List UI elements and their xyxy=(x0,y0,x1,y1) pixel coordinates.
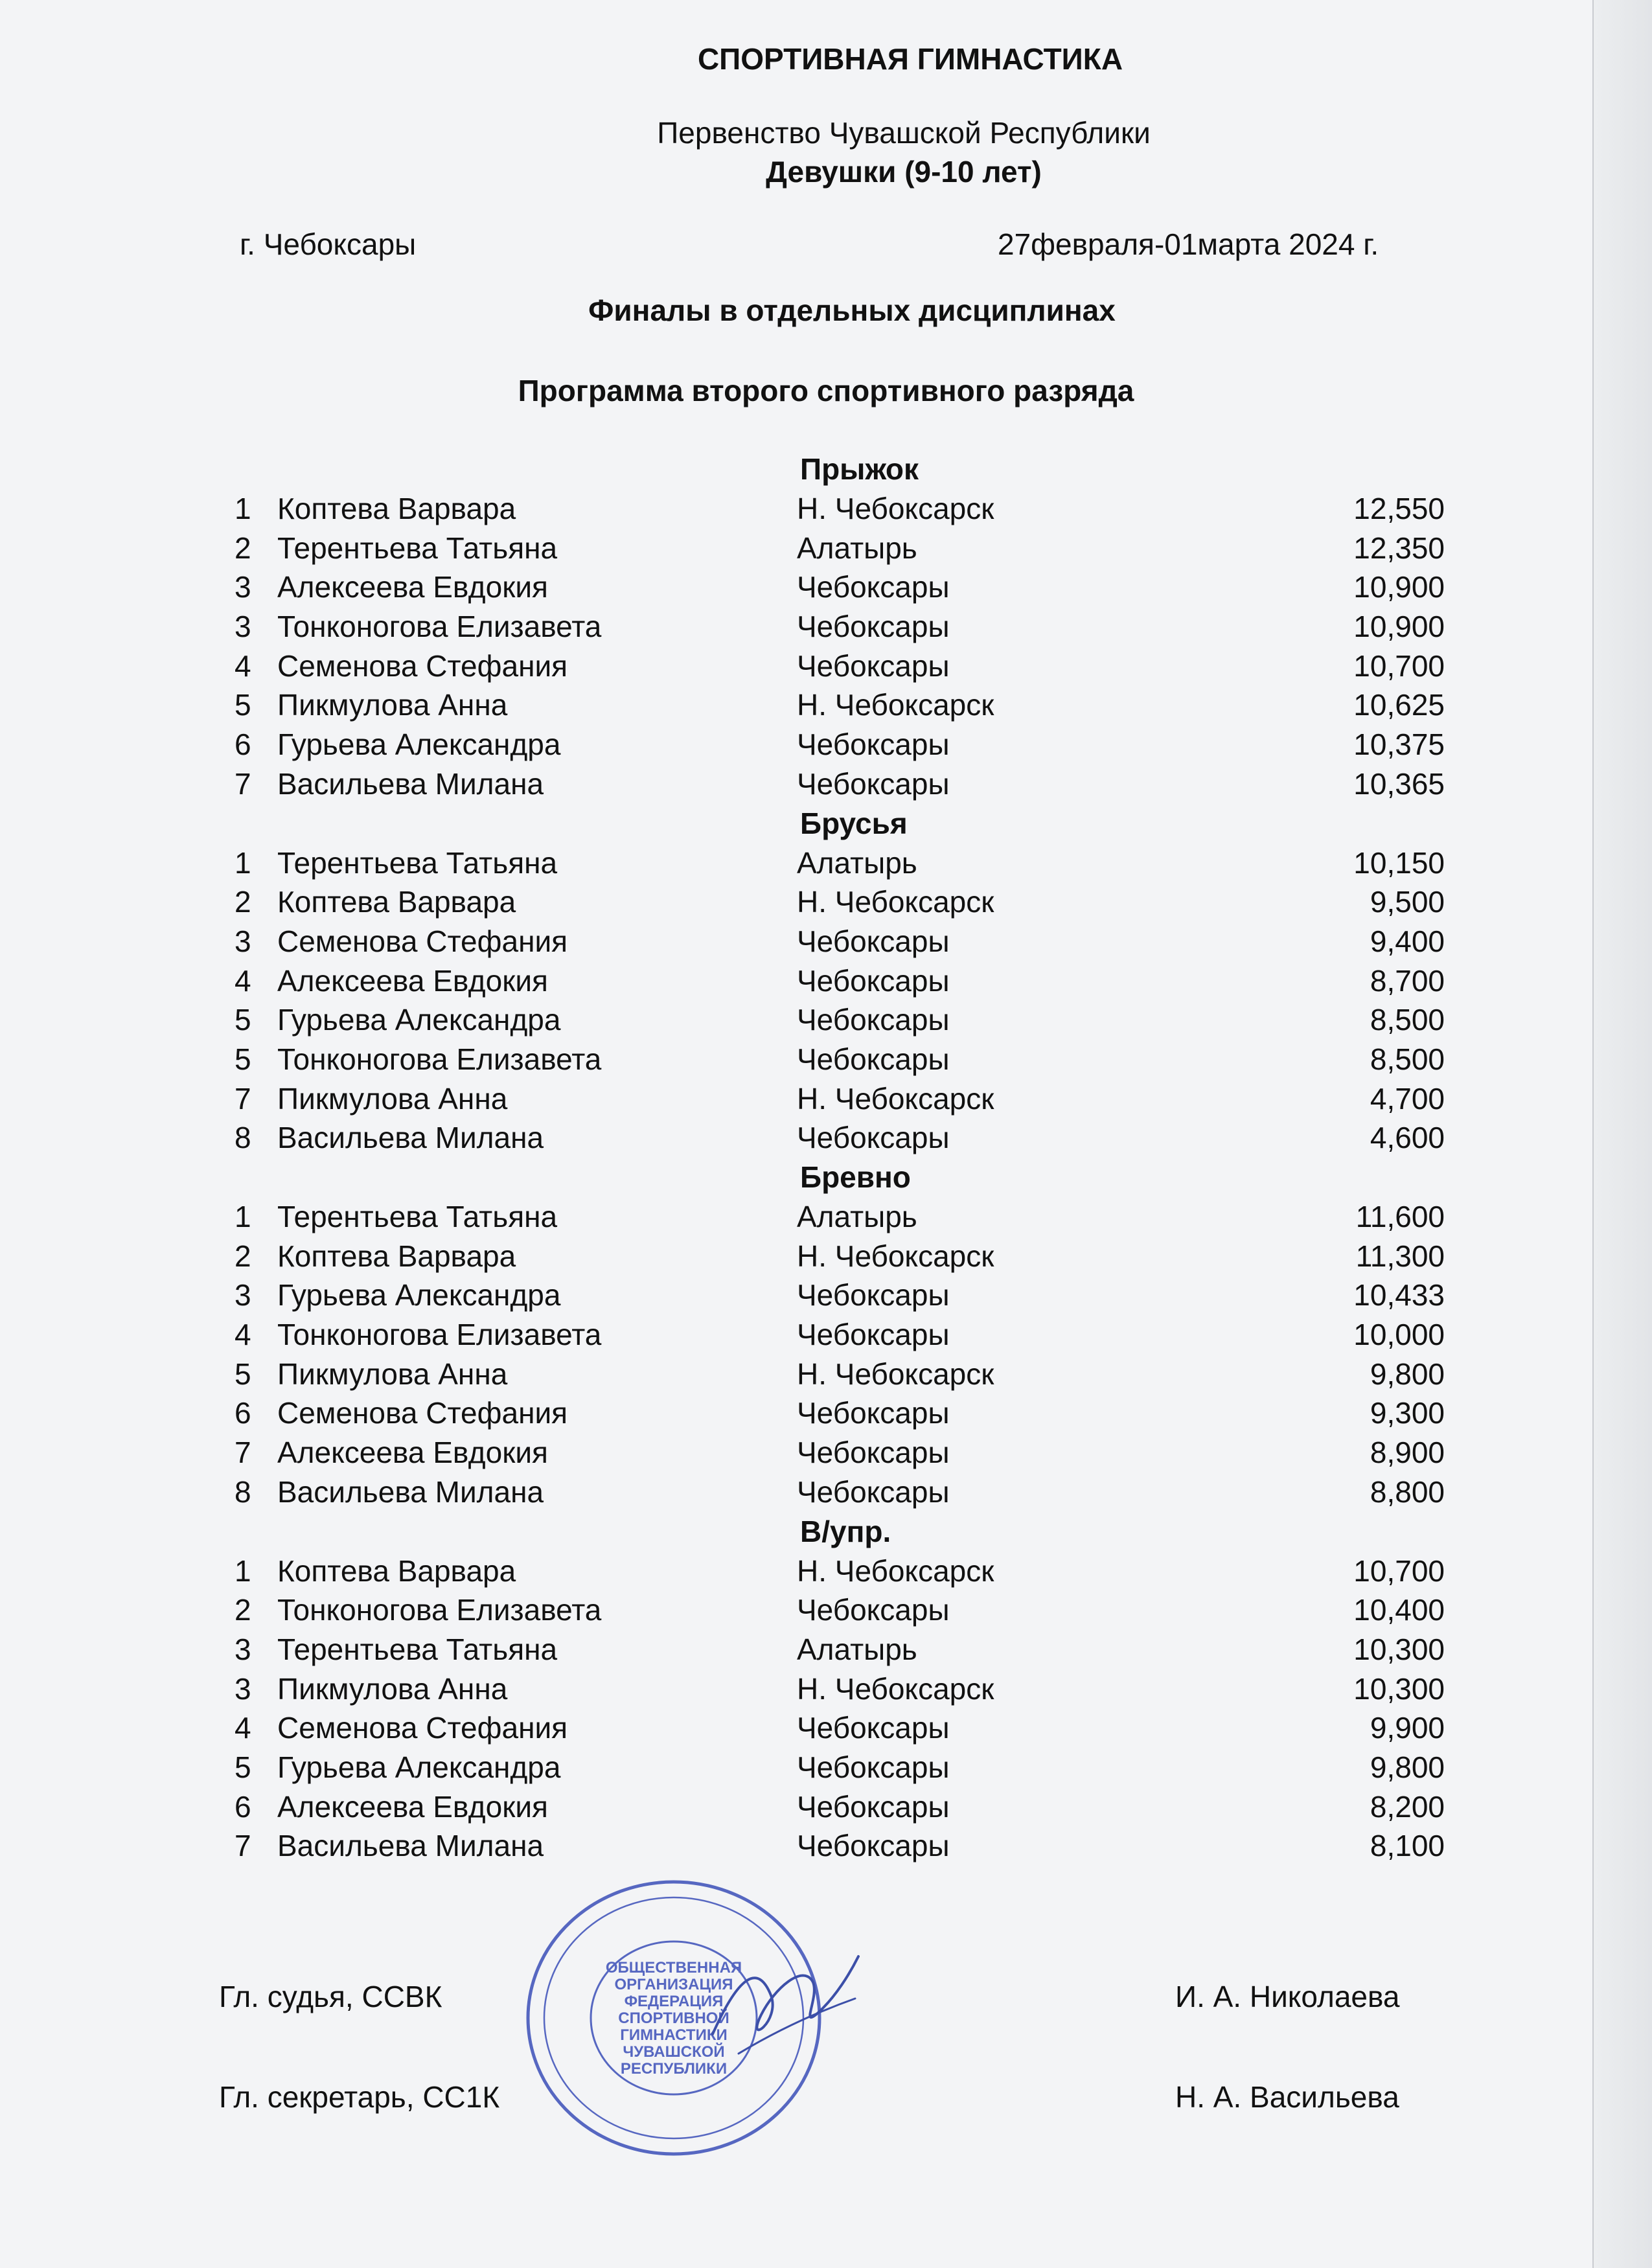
result-place: 5 xyxy=(235,1042,251,1076)
result-place: 4 xyxy=(235,963,251,998)
result-score: 10,300 xyxy=(1353,1671,1445,1706)
result-row xyxy=(0,567,1652,607)
result-row xyxy=(0,647,1652,686)
city-label: г. Чебоксары xyxy=(240,227,417,261)
section-title-text: Прыжок xyxy=(800,452,919,486)
result-club: Чебоксары xyxy=(797,570,950,604)
result-club: Чебоксары xyxy=(797,1042,950,1076)
result-club: Чебоксары xyxy=(797,1789,950,1824)
result-score: 10,700 xyxy=(1353,1553,1445,1588)
result-club: Чебоксары xyxy=(797,1750,950,1784)
result-score: 9,900 xyxy=(1370,1711,1445,1745)
result-name: Пикмулова Анна xyxy=(277,688,508,722)
result-name: Семенова Стефания xyxy=(277,648,568,683)
result-name: Коптева Варвара xyxy=(277,1239,516,1273)
result-place: 3 xyxy=(235,1632,251,1666)
result-club: Чебоксары xyxy=(797,924,950,958)
result-name: Терентьева Татьяна xyxy=(277,531,558,565)
result-row xyxy=(0,1000,1652,1040)
result-place: 5 xyxy=(235,1357,251,1391)
result-name: Алексеева Евдокия xyxy=(277,963,548,998)
secretary-label: Гл. секретарь, СС1К xyxy=(219,2080,500,2114)
result-score: 10,900 xyxy=(1353,610,1445,644)
result-row xyxy=(0,1040,1652,1079)
result-name: Пикмулова Анна xyxy=(277,1671,508,1706)
result-score: 9,300 xyxy=(1370,1396,1445,1430)
result-score: 12,350 xyxy=(1353,531,1445,565)
result-place: 2 xyxy=(235,1239,251,1273)
result-row xyxy=(0,1630,1652,1669)
result-row xyxy=(0,1393,1652,1433)
result-club: Чебоксары xyxy=(797,766,950,801)
result-row xyxy=(0,961,1652,1001)
result-club: Алатырь xyxy=(797,845,917,880)
result-club: Н. Чебоксарск xyxy=(797,1357,994,1391)
result-row xyxy=(0,1118,1652,1158)
result-club: Чебоксары xyxy=(797,1474,950,1509)
result-score: 10,400 xyxy=(1353,1593,1445,1627)
result-score: 9,500 xyxy=(1370,885,1445,919)
result-place: 3 xyxy=(235,1671,251,1706)
result-score: 11,600 xyxy=(1355,1200,1445,1233)
stamp-text-line: ОРГАНИЗАЦИЯ xyxy=(614,1976,733,1993)
result-name: Семенова Стефания xyxy=(277,1711,568,1745)
result-row xyxy=(0,1237,1652,1276)
result-club: Чебоксары xyxy=(797,727,950,762)
result-place: 3 xyxy=(235,924,251,958)
result-row xyxy=(0,725,1652,764)
chief-judge-label: Гл. судья, ССВК xyxy=(219,1980,442,2013)
stamp-text-line: ГИМНАСТИКИ xyxy=(620,2026,728,2044)
result-club: Чебоксары xyxy=(797,1711,950,1745)
finals-title: Финалы в отдельных дисциплинах xyxy=(588,293,1116,327)
result-row xyxy=(0,489,1652,529)
chief-judge-name: И. А. Николаева xyxy=(1175,1980,1400,2013)
stamp-text-line: ОБЩЕСТВЕННАЯ xyxy=(605,1959,742,1976)
result-club: Чебоксары xyxy=(797,1318,950,1352)
result-row xyxy=(0,685,1652,725)
result-score: 9,800 xyxy=(1370,1357,1445,1391)
result-score: 8,800 xyxy=(1370,1474,1445,1509)
result-name: Васильева Милана xyxy=(277,1121,544,1155)
result-name: Коптева Варвара xyxy=(277,492,516,525)
section-title-text: Бревно xyxy=(800,1160,911,1194)
championship-title: Первенство Чувашской Республики xyxy=(657,116,1151,150)
result-club: Чебоксары xyxy=(797,1278,950,1312)
result-club: Чебоксары xyxy=(797,648,950,683)
result-place: 1 xyxy=(235,1200,251,1233)
result-place: 5 xyxy=(235,688,251,722)
result-place: 7 xyxy=(235,1436,251,1470)
result-score: 8,100 xyxy=(1370,1829,1445,1863)
result-score: 4,700 xyxy=(1370,1081,1445,1116)
result-club: Алатырь xyxy=(797,1200,917,1233)
result-score: 10,433 xyxy=(1353,1278,1445,1312)
result-score: 10,300 xyxy=(1353,1632,1445,1666)
result-name: Гурьева Александра xyxy=(277,1003,561,1037)
result-place: 3 xyxy=(235,570,251,604)
result-name: Семенова Стефания xyxy=(277,1396,568,1430)
result-place: 7 xyxy=(235,766,251,801)
result-place: 1 xyxy=(235,1553,251,1588)
result-club: Н. Чебоксарск xyxy=(797,492,994,525)
section-title xyxy=(0,1158,1652,1197)
result-name: Алексеева Евдокия xyxy=(277,1789,548,1824)
result-club: Чебоксары xyxy=(797,963,950,998)
result-place: 8 xyxy=(235,1121,251,1155)
result-row xyxy=(0,1472,1652,1512)
result-score: 9,400 xyxy=(1370,924,1445,958)
section-title xyxy=(0,450,1652,489)
result-score: 8,200 xyxy=(1370,1789,1445,1824)
result-club: Чебоксары xyxy=(797,1593,950,1627)
result-score: 8,900 xyxy=(1370,1436,1445,1470)
result-club: Н. Чебоксарск xyxy=(797,885,994,919)
result-name: Коптева Варвара xyxy=(277,885,516,919)
result-name: Тонконогова Елизавета xyxy=(277,610,602,644)
result-row xyxy=(0,843,1652,883)
result-row xyxy=(0,1355,1652,1394)
result-name: Тонконогова Елизавета xyxy=(277,1042,602,1076)
stamp-text-line: ФЕДЕРАЦИЯ xyxy=(624,1993,724,2010)
result-row xyxy=(0,922,1652,961)
result-name: Коптева Варвара xyxy=(277,1553,516,1588)
result-place: 7 xyxy=(235,1081,251,1116)
program-title: Программа второго спортивного разряда xyxy=(518,374,1134,407)
sport-title: СПОРТИВНАЯ ГИМНАСТИКА xyxy=(697,42,1123,76)
result-place: 3 xyxy=(235,1278,251,1312)
result-score: 11,300 xyxy=(1355,1239,1445,1273)
result-row xyxy=(0,1552,1652,1591)
result-name: Терентьева Татьяна xyxy=(277,845,558,880)
result-place: 6 xyxy=(235,1789,251,1824)
stamp-text-line: СПОРТИВНОЙ xyxy=(618,2010,729,2027)
result-place: 2 xyxy=(235,531,251,565)
result-row xyxy=(0,1197,1652,1237)
result-row xyxy=(0,1315,1652,1355)
secretary-name: Н. А. Васильева xyxy=(1175,2080,1399,2114)
result-place: 1 xyxy=(235,845,251,880)
stamp-text-line: ЧУВАШСКОЙ xyxy=(623,2043,725,2061)
result-score: 8,500 xyxy=(1370,1042,1445,1076)
result-row xyxy=(0,1787,1652,1827)
results-list xyxy=(0,450,1652,1866)
result-name: Васильева Милана xyxy=(277,766,544,801)
result-score: 10,700 xyxy=(1353,648,1445,683)
result-name: Тонконогова Елизавета xyxy=(277,1593,602,1627)
result-name: Гурьева Александра xyxy=(277,727,561,762)
result-name: Терентьева Татьяна xyxy=(277,1200,558,1233)
result-club: Алатырь xyxy=(797,1632,917,1666)
result-place: 5 xyxy=(235,1750,251,1784)
result-place: 6 xyxy=(235,1396,251,1430)
result-name: Васильева Милана xyxy=(277,1474,544,1509)
result-name: Гурьева Александра xyxy=(277,1750,561,1784)
result-club: Н. Чебоксарск xyxy=(797,1671,994,1706)
result-name: Алексеева Евдокия xyxy=(277,1436,548,1470)
signature-scribble xyxy=(700,1937,868,2073)
result-score: 8,500 xyxy=(1370,1003,1445,1037)
result-club: Алатырь xyxy=(797,531,917,565)
stamp-text-line: РЕСПУБЛИКИ xyxy=(620,2060,728,2078)
result-row xyxy=(0,1276,1652,1315)
result-club: Н. Чебоксарск xyxy=(797,1553,994,1588)
result-score: 10,150 xyxy=(1353,845,1445,880)
result-score: 10,365 xyxy=(1353,766,1445,801)
result-club: Чебоксары xyxy=(797,1121,950,1155)
result-row xyxy=(0,882,1652,922)
result-row xyxy=(0,1708,1652,1748)
result-place: 8 xyxy=(235,1474,251,1509)
result-name: Тонконогова Елизавета xyxy=(277,1318,602,1352)
result-place: 3 xyxy=(235,610,251,644)
dates-label: 27февраля-01марта 2024 г. xyxy=(998,227,1379,261)
section-title xyxy=(0,804,1652,843)
result-row xyxy=(0,1669,1652,1709)
result-club: Н. Чебоксарск xyxy=(797,688,994,722)
result-score: 10,000 xyxy=(1353,1318,1445,1352)
result-club: Н. Чебоксарск xyxy=(797,1239,994,1273)
result-place: 5 xyxy=(235,1003,251,1037)
result-place: 2 xyxy=(235,1593,251,1627)
result-name: Гурьева Александра xyxy=(277,1278,561,1312)
result-place: 4 xyxy=(235,1318,251,1352)
result-score: 12,550 xyxy=(1353,492,1445,525)
result-row xyxy=(0,1433,1652,1472)
section-title-text: Брусья xyxy=(800,806,908,840)
result-place: 7 xyxy=(235,1829,251,1863)
result-score: 10,900 xyxy=(1353,570,1445,604)
result-score: 8,700 xyxy=(1370,963,1445,998)
result-name: Алексеева Евдокия xyxy=(277,570,548,604)
result-name: Семенова Стефания xyxy=(277,924,568,958)
age-group: Девушки (9-10 лет) xyxy=(766,155,1042,189)
result-row xyxy=(0,1590,1652,1630)
result-club: Чебоксары xyxy=(797,1003,950,1037)
result-place: 2 xyxy=(235,885,251,919)
result-score: 10,625 xyxy=(1353,688,1445,722)
result-name: Пикмулова Анна xyxy=(277,1081,508,1116)
result-row xyxy=(0,1748,1652,1787)
result-club: Н. Чебоксарск xyxy=(797,1081,994,1116)
result-name: Пикмулова Анна xyxy=(277,1357,508,1391)
result-row xyxy=(0,1079,1652,1119)
result-club: Чебоксары xyxy=(797,1436,950,1470)
result-place: 4 xyxy=(235,648,251,683)
result-row xyxy=(0,607,1652,647)
result-name: Васильева Милана xyxy=(277,1829,544,1863)
result-score: 9,800 xyxy=(1370,1750,1445,1784)
result-row xyxy=(0,529,1652,568)
section-title-text: В/упр. xyxy=(800,1514,891,1548)
result-place: 1 xyxy=(235,492,251,525)
result-club: Чебоксары xyxy=(797,610,950,644)
result-score: 10,375 xyxy=(1353,727,1445,762)
result-place: 6 xyxy=(235,727,251,762)
result-place: 4 xyxy=(235,1711,251,1745)
result-score: 4,600 xyxy=(1370,1121,1445,1155)
result-club: Чебоксары xyxy=(797,1396,950,1430)
result-club: Чебоксары xyxy=(797,1829,950,1863)
section-title xyxy=(0,1512,1652,1552)
result-row xyxy=(0,764,1652,804)
result-row xyxy=(0,1826,1652,1866)
result-name: Терентьева Татьяна xyxy=(277,1632,558,1666)
